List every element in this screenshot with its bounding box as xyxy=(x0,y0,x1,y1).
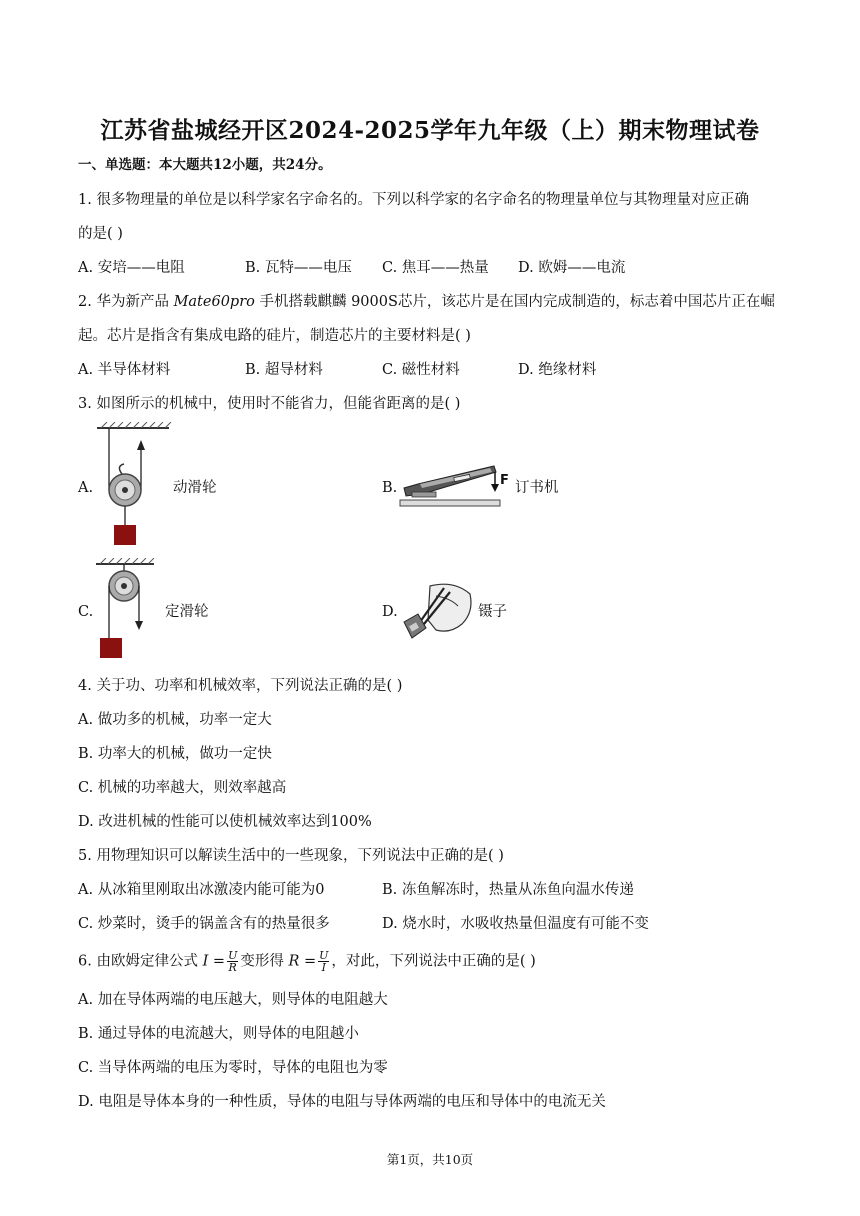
q5-stem: 5. 用物理知识可以解读生活中的一些现象，下列说法中正确的是( ) xyxy=(78,848,504,864)
q1-option-b: B. 瓦特——电压 xyxy=(245,260,352,276)
q1-stem-line1: 1. 很多物理量的单位是以科学家名字命名的。下列以科学家的名字命名的物理量单位与其物理量对应正确 xyxy=(78,192,749,208)
q1-stem-line2: 的是( ) xyxy=(78,226,123,242)
stapler-figure xyxy=(398,458,513,510)
q3-option-c-letter: C. xyxy=(78,604,94,620)
q4-stem: 4. 关于功、功率和机械效率，下列说法正确的是( ) xyxy=(78,678,403,694)
q3-option-b-label: 订书机 xyxy=(515,480,559,496)
q1-option-c: C. 焦耳——热量 xyxy=(382,260,489,276)
q3-option-d-label: 镊子 xyxy=(478,604,507,620)
q2-chip-model: 9000S xyxy=(351,294,398,310)
q3-option-a-letter: A. xyxy=(78,480,94,496)
q2-option-b: B. 超导材料 xyxy=(245,362,323,378)
q6-option-d: D. 电阻是导体本身的一种性质，导体的电阻与导体两端的电压和导体中的电流无关 xyxy=(78,1094,606,1110)
q5-option-d: D. 烧水时，水吸收热量但温度有可能不变 xyxy=(382,916,649,932)
q2-stem-line1 xyxy=(78,292,775,312)
movable-pulley-figure xyxy=(95,422,175,550)
q4-option-a: A. 做功多的机械，功率一定大 xyxy=(78,712,272,728)
section-heading: 一、单选题：本大题共12小题，共24分。 xyxy=(78,157,332,173)
q4-option-c: C. 机械的功率越大，则效率越高 xyxy=(78,780,287,796)
q6-stem-pre: 6. 由欧姆定律公式 xyxy=(78,953,198,970)
q5-option-b: B. 冻鱼解冻时，热量从冻鱼向温水传递 xyxy=(382,882,634,898)
q2-stem-pre: 2. 华为新产品 xyxy=(78,294,169,310)
q3-option-d-letter: D. xyxy=(382,604,398,620)
q1-option-d: D. 欧姆——电流 xyxy=(518,260,626,276)
q4-option-b: B. 功率大的机械，做功一定快 xyxy=(78,746,272,762)
q5-option-a: A. 从冰箱里刚取出冰激凌内能可能为0 xyxy=(78,882,325,898)
ohm-formula-numerator: U xyxy=(228,949,238,962)
q6-option-b: B. 通过导体的电流越大，则导体的电阻越小 xyxy=(78,1026,359,1042)
ohm-formula-denominator: R xyxy=(228,961,237,974)
q3-option-c-label: 定滑轮 xyxy=(165,604,209,620)
page-footer: 第1页，共10页 xyxy=(386,1152,474,1167)
q1-option-a: A. 安培——电阻 xyxy=(78,260,185,276)
q6-option-a: A. 加在导体两端的电压越大，则导体的电阻越大 xyxy=(78,992,388,1008)
resistance-formula-lhs: R = xyxy=(288,953,317,970)
q2-product-name: Mate60pro xyxy=(173,294,255,310)
q3-option-b-letter: B. xyxy=(382,480,398,496)
q2-stem-post: 芯片，该芯片是在国内完成制造的，标志着中国芯片正在崛 xyxy=(397,294,775,310)
resistance-formula-fraction xyxy=(318,950,329,973)
resistance-formula-denominator: I xyxy=(321,961,326,974)
q2-stem-mid: 手机搭载麒麟 xyxy=(259,294,347,310)
q6-stem xyxy=(78,950,536,973)
page-title: 江苏省盐城经开区2024-2025学年九年级（上）期末物理试卷 xyxy=(100,117,760,144)
ohm-formula-lhs: I = xyxy=(202,953,226,970)
q2-stem-line2: 起。芯片是指含有集成电路的硅片，制造芯片的主要材料是( ) xyxy=(78,328,471,344)
q2-option-c: C. 磁性材料 xyxy=(382,362,460,378)
q6-stem-mid: 变形得 xyxy=(240,953,284,970)
fixed-pulley-figure xyxy=(94,558,160,662)
q2-option-d: D. 绝缘材料 xyxy=(518,362,597,378)
q6-stem-post: ，对此，下列说法中正确的是( ) xyxy=(331,953,536,970)
q3-option-a-label: 动滑轮 xyxy=(173,480,217,496)
force-label-f: F xyxy=(500,473,509,488)
q2-option-a: A. 半导体材料 xyxy=(78,362,171,378)
resistance-formula-numerator: U xyxy=(319,949,329,962)
q5-option-c: C. 炒菜时，烫手的锅盖含有的热量很多 xyxy=(78,916,330,932)
q6-option-c: C. 当导体两端的电压为零时，导体的电阻也为零 xyxy=(78,1060,388,1076)
tweezers-figure xyxy=(400,578,476,640)
ohm-formula-fraction xyxy=(227,950,238,973)
q4-option-d: D. 改进机械的性能可以使机械效率达到100% xyxy=(78,814,372,830)
q3-stem: 3. 如图所示的机械中，使用时不能省力，但能省距离的是( ) xyxy=(78,396,461,412)
